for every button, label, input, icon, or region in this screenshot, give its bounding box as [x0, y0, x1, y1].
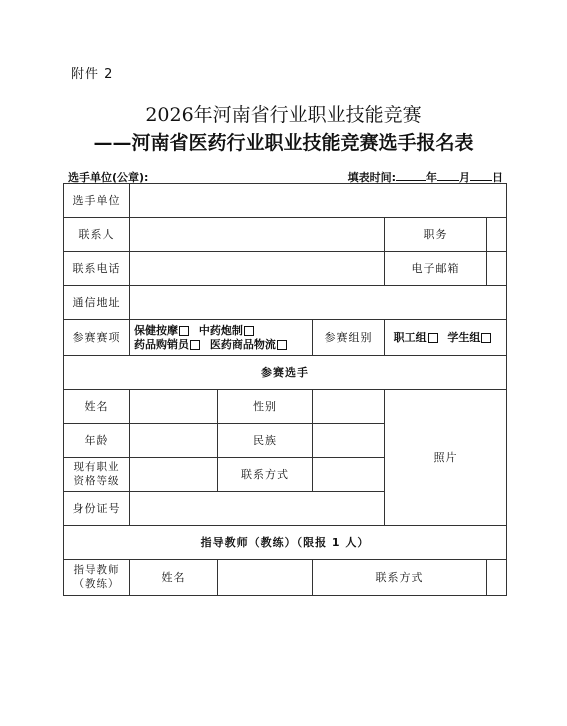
- address-field[interactable]: [130, 286, 507, 320]
- qualification-label: 现有职业资格等级: [64, 458, 130, 492]
- email-label: 电子邮箱: [385, 252, 487, 286]
- age-label: 年龄: [64, 424, 130, 458]
- ethnicity-label: 民族: [218, 424, 313, 458]
- contestant-contact-field[interactable]: [313, 458, 385, 492]
- day-label: 日: [492, 171, 503, 184]
- month-blank[interactable]: [437, 170, 459, 181]
- photo-area[interactable]: 照片: [385, 390, 507, 526]
- event-option[interactable]: 医药商品物流: [210, 338, 287, 351]
- document-title: 2026年河南省行业职业技能竞赛: [145, 104, 422, 126]
- teacher-section-header: 指导教师（教练）（限报 1 人）: [64, 526, 507, 560]
- year-label: 年: [426, 171, 437, 184]
- group-label: 参赛组别: [313, 320, 385, 356]
- event-options: [130, 320, 313, 356]
- contestant-contact-label: 联系方式: [218, 458, 313, 492]
- group-options: [385, 320, 507, 356]
- teacher-label: 指导教师（教练）: [64, 560, 130, 596]
- name-field[interactable]: [130, 390, 218, 424]
- unit-field[interactable]: [130, 184, 507, 218]
- event-option[interactable]: 保健按摩: [134, 324, 189, 337]
- teacher-contact-field[interactable]: [487, 560, 507, 596]
- teacher-name-field[interactable]: [218, 560, 313, 596]
- contact-person-label: 联系人: [64, 218, 130, 252]
- registration-form: [63, 183, 507, 596]
- ethnicity-field[interactable]: [313, 424, 385, 458]
- checkbox-icon[interactable]: [277, 340, 287, 350]
- position-label: 职务: [385, 218, 487, 252]
- month-label: 月: [459, 171, 470, 184]
- phone-label: 联系电话: [64, 252, 130, 286]
- teacher-name-label: 姓名: [130, 560, 218, 596]
- event-label: 参赛赛项: [64, 320, 130, 356]
- contact-person-field[interactable]: [130, 218, 385, 252]
- gender-label: 性别: [218, 390, 313, 424]
- fill-time-label: 填表时间:: [347, 171, 396, 184]
- teacher-contact-label: 联系方式: [313, 560, 487, 596]
- unit-label: 选手单位: [64, 184, 130, 218]
- name-label: 姓名: [64, 390, 130, 424]
- checkbox-icon[interactable]: [428, 333, 438, 343]
- id-number-label: 身份证号: [64, 492, 130, 526]
- checkbox-icon[interactable]: [481, 333, 491, 343]
- id-number-field[interactable]: [130, 492, 385, 526]
- checkbox-icon[interactable]: [244, 326, 254, 336]
- day-blank[interactable]: [470, 170, 492, 181]
- age-field[interactable]: [130, 424, 218, 458]
- event-option[interactable]: 中药炮制: [199, 324, 254, 337]
- gender-field[interactable]: [313, 390, 385, 424]
- year-blank[interactable]: [396, 170, 426, 181]
- document-subtitle: ——河南省医药行业职业技能竞赛选手报名表: [93, 132, 474, 154]
- group-option[interactable]: 学生组: [447, 331, 491, 344]
- position-field[interactable]: [487, 218, 507, 252]
- qualification-field[interactable]: [130, 458, 218, 492]
- email-field[interactable]: [487, 252, 507, 286]
- address-label: 通信地址: [64, 286, 130, 320]
- attachment-label: 附件 2: [71, 67, 114, 82]
- phone-field[interactable]: [130, 252, 385, 286]
- unit-seal-label: 选手单位(公章):: [68, 171, 149, 184]
- group-option[interactable]: 职工组: [394, 331, 438, 344]
- checkbox-icon[interactable]: [190, 340, 200, 350]
- event-option[interactable]: 药品购销员: [134, 338, 200, 351]
- contestant-section-header: 参赛选手: [64, 356, 507, 390]
- checkbox-icon[interactable]: [179, 326, 189, 336]
